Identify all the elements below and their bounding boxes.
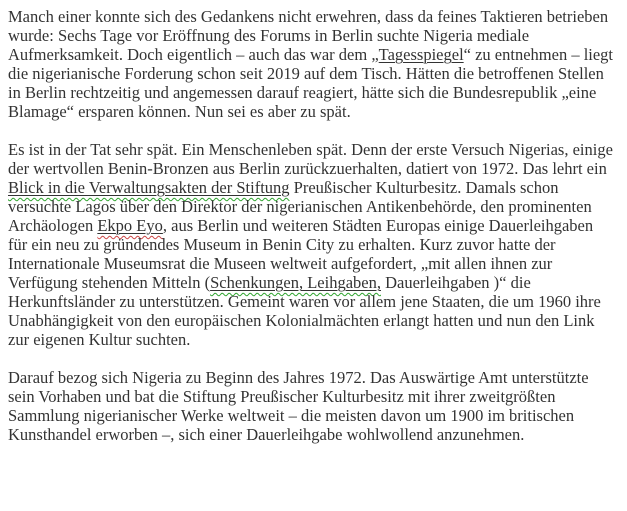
paragraph-2 (8, 140, 615, 349)
verwaltungsakten-link-text: Blick in die Verwaltungsakten der Stiftung (8, 178, 290, 197)
schenkungen-leihgaben-link-text: Schenkungen, Leihgaben, (210, 273, 381, 292)
tagesspiegel-link[interactable]: Tagesspiegel (378, 45, 464, 64)
verwaltungsakten-link[interactable] (8, 178, 290, 197)
text-run: Darauf bezog sich Nigeria zu Beginn des Jahres 1972. Das Auswärtige Amt unterstützte sein Vorhaben und bat die Stiftung Preußischer Kulturbesitz mit ihrer zweitgrößten Sammlung nigerianischer Werke weltweit – die meisten davon um 1900 im britischen Kunsthandel erworben –, sich einer Dauerleihgabe wohlwollend anzunehmen. (8, 368, 589, 444)
ekpo-eyo-link-text: Ekpo Eyo (97, 216, 163, 235)
text-run: Preußischer Kulturbesitz. Damals schon versuchte Lagos über den Direktor der nigerianischen Antikenbehörde, den prominenten Archäologen (8, 178, 592, 235)
text-run: , aus Berlin und weiteren Städten Europas einige Dauerleihgaben für ein neu zu gründendes Museum in Benin City zu erhalten. Kurz zuvor hatte der Internationale Museumsrat die Museen weltweit aufgefordert, „mit allen ihnen zur Verfügung stehenden Mitteln ( (8, 216, 594, 292)
text-run: Es ist in der Tat sehr spät. Ein Menschenleben spät. Denn der erste Versuch Nigerias, einige der wertvollen Benin-Bronzen aus Berlin zurückzuerhalten, datiert von 1972. Das lehrt ein (8, 140, 613, 178)
paragraph-3 (8, 368, 615, 444)
text-run: “ zu entnehmen – liegt die nigerianische Forderung schon seit 2019 auf dem Tisch. Hätten die betroffenen Stellen in Berlin rechtzeitig und angemessen darauf reagiert, hätte sich die Bundesrepublik „eine Blamage“ ersparen können. Nun sei es aber zu spät. (8, 45, 614, 121)
ekpo-eyo-link[interactable] (97, 216, 163, 235)
text-run: Dauerleihgaben )“ die Herkunftsländer zu unterstützen. Gemeint waren vor allem jene Staaten, die um 1960 ihre Unabhängigkeit von den europäischen Kolonialmächten erlangt hatten und nun den Link zur eigenen Kultur suchten. (8, 273, 601, 349)
schenkungen-leihgaben-link[interactable] (210, 273, 381, 292)
paragraph-1 (8, 7, 615, 121)
text-run: Manch einer konnte sich des Gedankens nicht erwehren, dass da feines Taktieren betrieben wurde: Sechs Tage vor Eröffnung des Forums in Berlin suchte Nigeria mediale Aufmerksamkeit. Doch eigentlich – auch das war dem „ (8, 7, 609, 64)
